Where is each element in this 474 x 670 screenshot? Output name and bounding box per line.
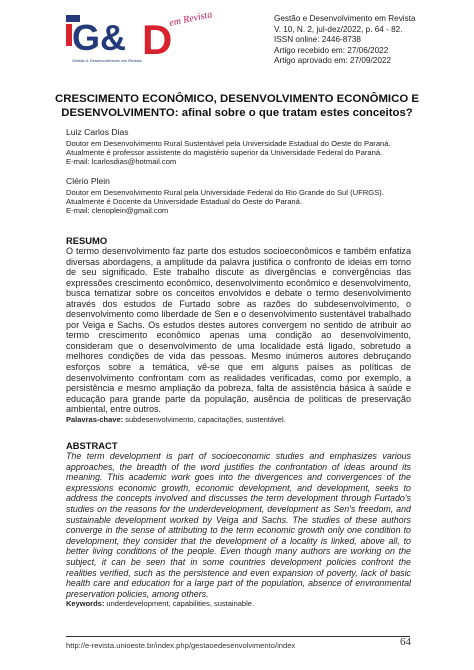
- abstract-heading: ABSTRACT: [66, 440, 118, 451]
- author-degree: Doutor em Desenvolvimento Rural pela Universidade Federal do Rio Grande do Sul (UFRGS).: [66, 188, 384, 197]
- abstract-section: [66, 440, 411, 609]
- logo-d-letter: D: [142, 16, 173, 63]
- resumo-text: O termo desenvolvimento faz parte dos estudos socioeconômicos e também enfatiza diversas abordagens, a amplitude da palavra justifica o confronto de ideias em torno de seu significado. Este trabalho discute as divergências e convergências das expressões crescimento econômico, desenvolvimento econômico e desenvolvimento, busca tematizar sobre os conceitos envolvidos e debate o termo desenvolvimento através dos estudos de Furtado sobre as razões do subdesenvolvimento, o desenvolvimento como liberdade de Sen e o desenvolvimento sustentável trabalhado por Veiga e Sachs. Os estudos destes autores convergem no sentido de atribuir ao termo crescimento econômico apenas uma condição ao desenvolvimento, consideram que o desenvolvimento de uma localidade está ligado, sobretudo a melhores condições de vida das pessoas. Mesmo inúmeros autores debruçando esforços sobre a temática, vê-se que em alguns países as políticas de desenvolvimento confrontam com as realidades verificadas, como por exemplo, a persistência e mesmo ampliação da pobreza, falta de assistência básica à saúde e educação para grande parte da população, ausência de políticas de preservação ambiental, entre outros.: [66, 246, 411, 415]
- resumo-keywords: [66, 415, 411, 425]
- abstract-text: The term development is part of socioeconomic studies and emphasizes various approaches, the breadth of the word justifies the confrontation of ideas around its meaning. This academic work goes into the divergences and convergences of the expressions economic growth, economic development, and development, seeks to address the concepts involved and discusses the term development through Furtado's studies on the reasons for the underdevelopment, development as Sen's freedom, and sustainable development worked by Veiga and Sachs. The studies of these authors converge in the sense of attributing to the term economic growth only one condition to development, they consider that the development of a locality is linked, above all, to better living conditions of the people. Even though many authors are working on the subject, it can be seen that in some countries development policies confront the realities verified, such as the persistence and even expansion of poverty, lack of basic health care and education for a large part of the population, absence of environmental preservation policies, among others.: [66, 451, 411, 599]
- footer-divider: [66, 636, 410, 637]
- author-degree: Doutor em Desenvolvimento Rural Sustentável pela Universidade Estadual do Oeste do Paraná.: [66, 139, 391, 148]
- journal-info: [274, 14, 470, 67]
- abstract-keywords: [66, 599, 411, 609]
- keywords-list: subdesenvolvimento, capacitações, sustentável.: [123, 414, 286, 424]
- author-block: [66, 127, 446, 167]
- keywords-list: underdevelopment, capabilities, sustainable.: [104, 599, 255, 609]
- logo-tagline: Gestão & Desenvolvimento em Revista: [72, 58, 142, 63]
- page-number: 64: [400, 636, 411, 648]
- footer-url-link[interactable]: http://e-revista.unioeste.br/index.php/gestaoedesenvolvimento/index: [66, 641, 296, 650]
- received-date: Artigo recebido em: 27/06/2022: [274, 45, 389, 55]
- article-title-line1: CRESCIMENTO ECONÔMICO, DESENVOLVIMENTO ECONÔMICO E: [55, 93, 419, 105]
- journal-volume: V. 10, N. 2, jul-dez/2022, p. 64 - 82.: [274, 24, 403, 34]
- author-block: [66, 176, 446, 216]
- author-name: Luiz Carlos Dias: [66, 127, 129, 137]
- logo-em-revista: em Revista: [168, 9, 214, 29]
- article-title-line2: DESENVOLVIMENTO: afinal sobre o que tratam estes conceitos?: [61, 106, 413, 119]
- journal-name: Gestão e Desenvolvimento em Revista: [274, 14, 416, 23]
- keywords-label: Palavras-chave:: [66, 414, 124, 424]
- article-title: [30, 93, 444, 120]
- journal-issn: ISSN online: 2446-8738: [274, 35, 361, 45]
- author-position: Atualmente é professor assistente do magistério superior da Universidade Federal do Paraná.: [66, 148, 383, 158]
- author-position: Atualmente é Docente da Universidade Estadual do Oeste do Paraná.: [66, 197, 302, 207]
- resumo-heading: RESUMO: [66, 235, 108, 246]
- author-email: E-mail: clerioplein@gmail.com: [66, 206, 169, 216]
- approved-date: Artigo aprovado em: 27/09/2022: [274, 56, 391, 66]
- logo-g-letters: G&: [72, 17, 126, 58]
- keywords-label: Keywords:: [66, 599, 105, 609]
- resumo-section: [66, 235, 411, 424]
- author-name: Clério Plein: [66, 176, 110, 186]
- journal-logo: [66, 9, 214, 68]
- author-email: E-mail: lcarlosdias@hotmail.com: [66, 157, 177, 167]
